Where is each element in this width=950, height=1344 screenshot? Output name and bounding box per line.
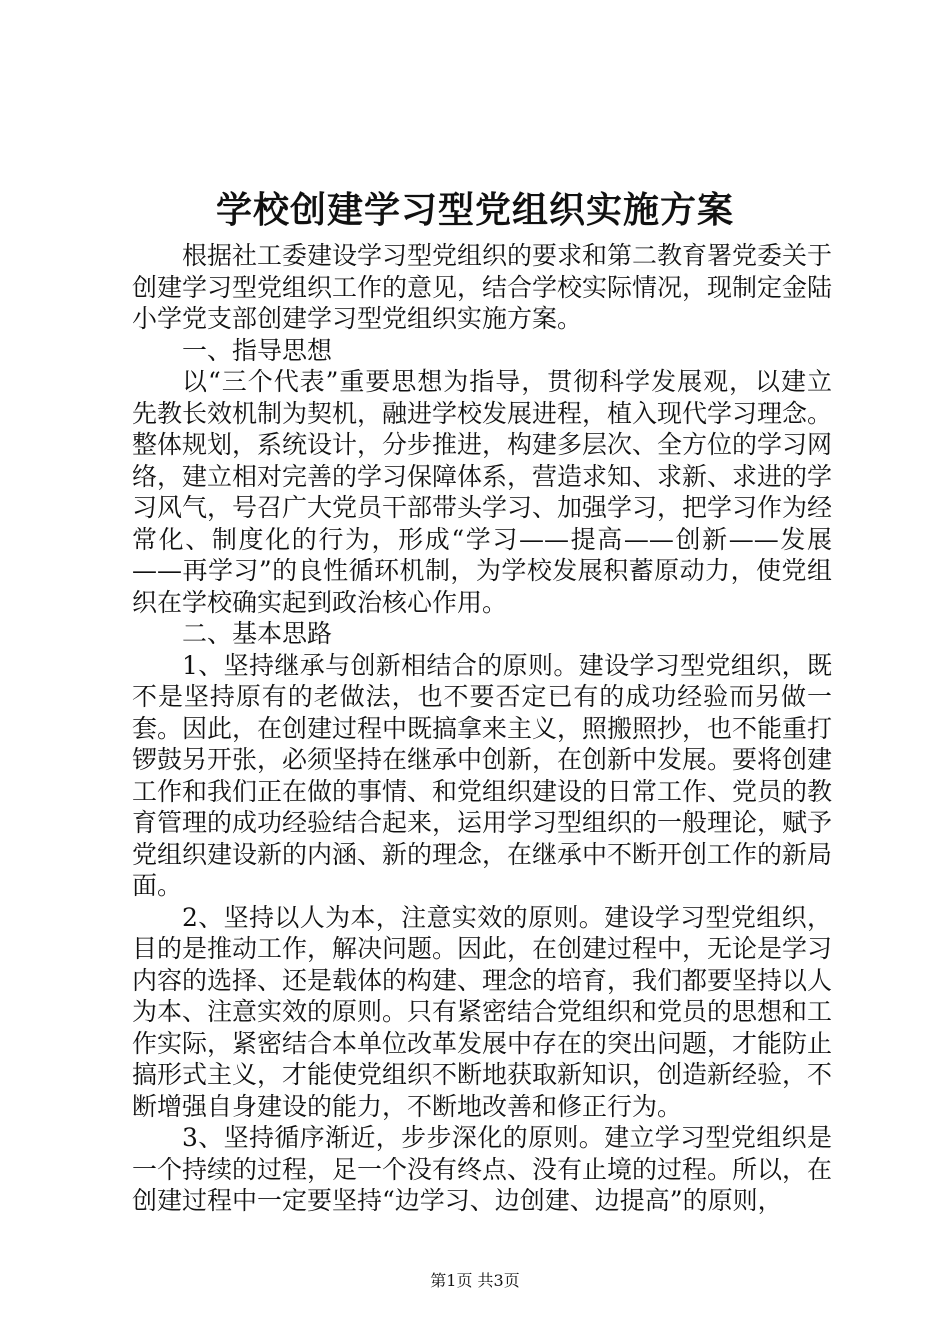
paragraph-principle-1: 1、坚持继承与创新相结合的原则。建设学习型党组织，既不是坚持原有的老做法，也不要否定已有的成功经验而另做一套。因此，在创建过程中既搞拿来主义，照搬照抄，也不能重打锣鼓另开张，必须坚持在继承中创新，在创新中发展。要将创建工作和我们正在做的事情、和党组织建设的日常工作、党员的教育管理的成功经验结合起来，运用学习型组织的一般理论，赋予党组织建设新的内涵、新的理念，在继承中不断开创工作的新局面。 [132, 650, 833, 900]
page-number-footer: 第1页 共3页 [430, 1271, 520, 1290]
paragraph-intro: 根据社工委建设学习型党组织的要求和第二教育署党委关于创建学习型党组织工作的意见，结合学校实际情况，现制定金陆小学党支部创建学习型党组织实施方案。 [132, 241, 833, 333]
paragraph-guiding-thought: 以“三个代表”重要思想为指导，贯彻科学发展观，以建立先教长效机制为契机，融进学校发展进程，植入现代学习理念。整体规划，系统设计，分步推进，构建多层次、全方位的学习网络，建立相对完善的学习保障体系，营造求知、求新、求进的学习风气，号召广大党员干部带头学习、加强学习，把学习作为经常化、制度化的行为，形成“学习——提高——创新——发展——再学习”的良性循环机制，为学校发展积蓄原动力，使党组织在学校确实起到政治核心作用。 [132, 367, 833, 617]
paragraph-principle-2: 2、坚持以人为本，注意实效的原则。建设学习型党组织，目的是推动工作，解决问题。因此，在创建过程中，无论是学习内容的选择、还是载体的构建、理念的培育，我们都要坚持以人为本、注意实效的原则。只有紧密结合党组织和党员的思想和工作实际，紧密结合本单位改革发展中存在的突出问题，才能防止搞形式主义，才能使党组织不断地获取新知识，创造新经验，不断增强自身建设的能力，不断地改善和修正行为。 [132, 902, 833, 1121]
section-heading-guiding-thought: 一、指导思想 [182, 335, 333, 365]
document-title: 学校创建学习型党组织实施方案 [215, 189, 734, 231]
section-heading-basic-approach: 二、基本思路 [182, 619, 333, 648]
paragraph-principle-3: 3、坚持循序渐近，步步深化的原则。建立学习型党组织是一个持续的过程，足一个没有终点、没有止境的过程。所以，在创建过程中一定要坚持“边学习、边创建、边提高”的原则， [132, 1123, 833, 1215]
document-body [132, 240, 832, 1217]
